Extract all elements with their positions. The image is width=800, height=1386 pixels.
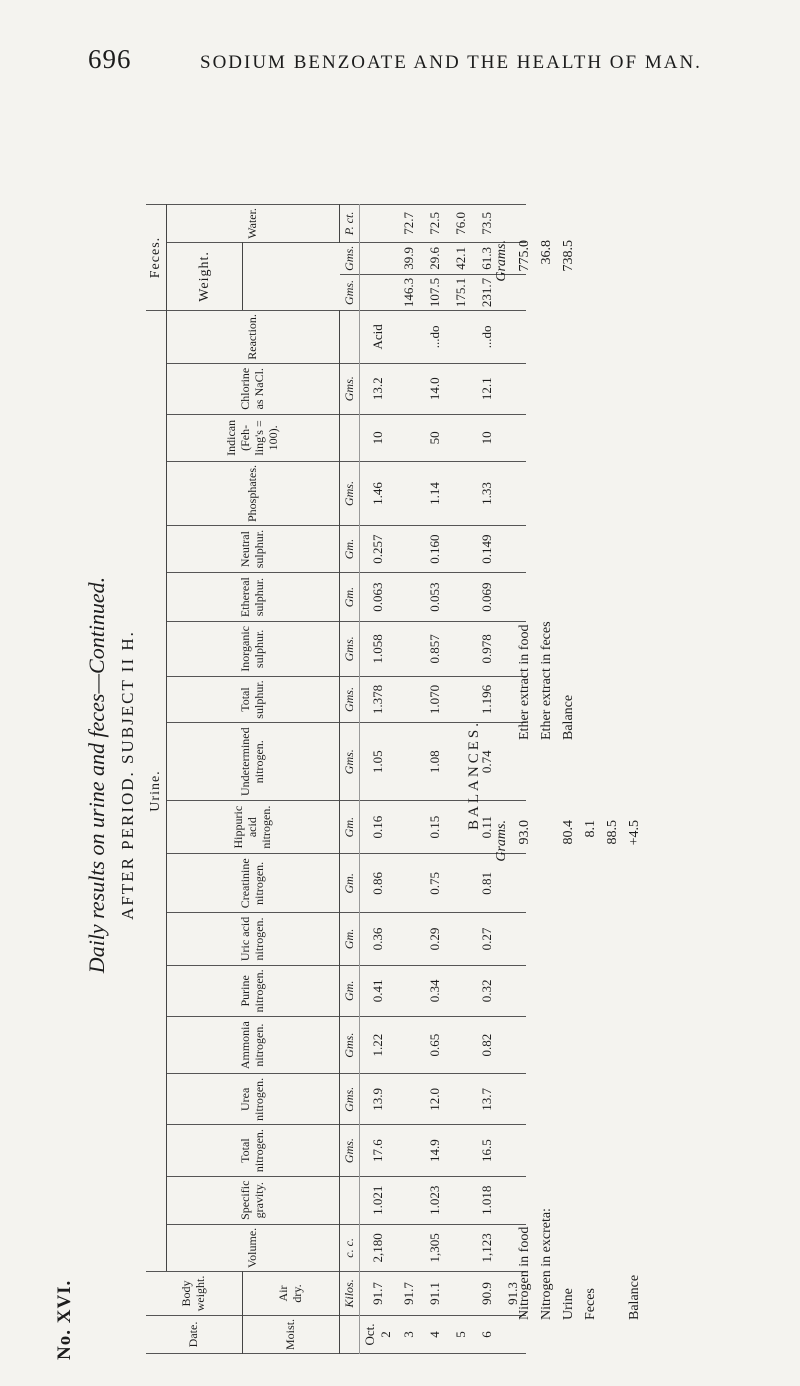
balance-value: 88.5 [605,820,620,845]
table-cell: 12.1 [474,363,500,414]
balance-label: Balance [561,694,576,740]
unit-cell [340,1176,360,1224]
table-cell: 72.7 [396,205,422,243]
page-header [0,0,800,160]
table-cell: 0.41 [360,965,397,1017]
table-cell: 61.3 [474,242,500,274]
table-cell: 0.75 [422,854,448,913]
unit-cell [340,414,360,461]
table-cell: 0.16 [360,801,397,854]
table-cell: 0.65 [422,1017,448,1074]
table-cell: 0.063 [360,573,397,622]
table-cell: 1.021 [360,1176,397,1224]
balance-row [558,240,580,740]
table-cell: 73.5 [474,205,500,243]
col-indican: Indican (Feh-ling's = 100). [167,414,340,461]
col-inorganic-sulphur: Inorganic sulphur. [167,622,340,677]
balance-row [558,820,580,1320]
table-cell [396,965,422,1017]
balance-value: +4.5 [627,820,642,846]
table-cell: 0.257 [360,526,397,573]
table-cell: 13.7 [474,1074,500,1125]
table-cell: 10 [474,414,500,461]
table-cell: 76.0 [448,205,474,243]
table-cell [396,1074,422,1125]
balance-label: Nitrogen in food [517,1226,532,1320]
table-cell: 13.9 [360,1074,397,1125]
page-number: 696 [88,44,132,74]
unit-cell [340,1315,360,1353]
col-date: Date. [146,1315,243,1353]
table-cell [360,242,397,274]
balance-row [536,240,558,740]
col-moist: Moist. [243,1315,340,1353]
table-cell: ...do [422,311,448,364]
balance-row [624,820,646,1320]
unit-cell: Gm. [340,913,360,965]
table-cell: 14.9 [422,1125,448,1176]
col-total-sulphur: Total sulphur. [167,676,340,723]
col-ethereal-sulphur: Ethereal sulphur. [167,573,340,622]
table-cell [396,1017,422,1074]
table-cell: 0.34 [422,965,448,1017]
table-cell: 146.3 [396,274,422,310]
table-cell: 91.1 [422,1271,448,1315]
col-reaction: Reaction. [167,311,340,364]
col-undetermined-nitrogen: Undetermined nitrogen. [167,723,340,801]
table-cell [360,274,397,310]
table-cell [396,1224,422,1271]
table-cell [396,414,422,461]
nitrogen-balance-unit: Grams. [494,820,509,862]
table-cell: 1,123 [474,1224,500,1271]
table-cell [396,311,422,364]
group-weight: Weight. [167,242,243,310]
ether-balance-unit: Grams. [494,240,509,282]
balance-value: 93.0 [517,820,532,845]
ether-balance [494,240,580,740]
unit-cell: Gms. [340,676,360,723]
subgroup-row [167,205,243,1354]
unit-cell: Gm. [340,573,360,622]
table-cell: 175.1 [448,274,474,310]
unit-cell: c. c. [340,1224,360,1271]
col-hippuric-acid-nitrogen: Hippuric acid nitrogen. [167,801,340,854]
table-cell: 1.14 [422,462,448,526]
col-ammonia-nitrogen: Ammonia nitrogen. [167,1017,340,1074]
table-cell: 90.9 [474,1271,500,1315]
table-cell: 91.7 [396,1271,422,1315]
table-cell [360,205,397,243]
table-cell: 29.6 [422,242,448,274]
balance-value: 738.5 [561,240,576,272]
table-row [396,205,422,1354]
table-cell: 1.22 [360,1017,397,1074]
col-specific-gravity: Specific gravity. [167,1176,340,1224]
group-feces: Feces. [146,205,167,311]
table-cell: 91.7 [360,1271,397,1315]
unit-cell: Gms. [340,274,360,310]
balance-label: Ether extract in feces [539,621,554,740]
unit-cell: Kilos. [340,1271,360,1315]
table-cell: 1.058 [360,622,397,677]
balance-label: Balance [627,1274,642,1320]
balance-row [514,820,536,1320]
col-volume: Volume. [167,1224,340,1271]
table-cell: 91.3 [500,1271,526,1315]
table-cell: 17.6 [360,1125,397,1176]
table-cell: 10 [360,414,397,461]
balance-value: 80.4 [561,820,576,845]
balance-row [536,820,558,1320]
table-cell: 0.857 [422,622,448,677]
table-cell [396,622,422,677]
table-cell: Oct. 2 [360,1315,397,1353]
table-cell: 72.5 [422,205,448,243]
table-cell [396,462,422,526]
table-cell: 0.15 [422,801,448,854]
table-cell: 2,180 [360,1224,397,1271]
unit-cell: Gms. [340,363,360,414]
table-cell: 13.2 [360,363,397,414]
col-purine-nitrogen: Purine nitrogen. [167,965,340,1017]
col-phosphates: Phosphates. [167,462,340,526]
table-cell: 231.7 [474,274,500,310]
table-cell: 50 [422,414,448,461]
table-cell: 0.11 [474,801,500,854]
balance-value: 775.0 [517,240,532,272]
table-title: Daily results on urine and feces—Continued. [84,576,109,974]
table-cell: 3 [396,1315,422,1353]
col-total-nitrogen: Total nitrogen. [167,1125,340,1176]
balance-label: Nitrogen in excreta: [539,1208,554,1320]
table-cell: 1.08 [422,723,448,801]
col-neutral-sulphur: Neutral sulphur. [167,526,340,573]
col-air-dry: Air dry. [243,1271,340,1315]
table-cell: 1.070 [422,676,448,723]
table-cell: 0.81 [474,854,500,913]
table-cell [396,801,422,854]
table-cell: 12.0 [422,1074,448,1125]
table-cell: 1.023 [422,1176,448,1224]
table-cell: 0.36 [360,913,397,965]
balance-row [514,240,536,740]
balance-value: 8.1 [583,820,598,838]
table-page [46,190,666,1360]
table-cell [396,526,422,573]
balance-row [580,820,602,1320]
unit-cell: Gms. [340,1125,360,1176]
table-cell: 1.196 [474,676,500,723]
unit-cell: Gms. [340,1017,360,1074]
table-cell: 0.149 [474,526,500,573]
nitrogen-balance [494,820,646,1320]
unit-cell: Gms. [340,1074,360,1125]
table-cell: 1.378 [360,676,397,723]
table-row [422,205,448,1354]
running-head: SODIUM BENZOATE AND THE HEALTH OF MAN. [200,52,702,73]
balance-label: Feces [583,1288,598,1320]
col-chlorine: Chlorine as NaCl. [167,363,340,414]
col-water: Water. [167,205,340,243]
table-cell [396,1125,422,1176]
table-cell: ...do [474,311,500,364]
table-cell: Acid [360,311,397,364]
table-cell: 1.05 [360,723,397,801]
unit-cell: P. ct. [340,205,360,243]
table-cell: 1.46 [360,462,397,526]
table-cell: 1,305 [422,1224,448,1271]
col-uric-acid-nitrogen: Uric acid nitrogen. [167,913,340,965]
units-row [340,205,360,1354]
table-cell: 0.29 [422,913,448,965]
unit-cell: Gm. [340,965,360,1017]
group-urine: Urine. [146,311,167,1272]
table-cell: 5 [448,1315,474,1353]
col-body-weight: Body weight. [146,1271,243,1315]
unit-cell: Gms. [340,242,360,274]
balance-row [602,820,624,1320]
unit-cell [340,311,360,364]
balance-label: Ether extract in food [517,624,532,740]
table-cell: 16.5 [474,1125,500,1176]
table-cell [396,854,422,913]
table-cell: 6 [474,1315,500,1353]
table-cell: 0.978 [474,622,500,677]
table-cell: 0.32 [474,965,500,1017]
table-cell [396,676,422,723]
table-subtitle: AFTER PERIOD. SUBJECT II H. [118,630,137,920]
table-cell [396,723,422,801]
table-cell: 107.5 [422,274,448,310]
table-cell: 42.1 [448,242,474,274]
table-cell: 4 [422,1315,448,1353]
table-cell: 0.86 [360,854,397,913]
unit-cell: Gms. [340,622,360,677]
table-cell: 0.82 [474,1017,500,1074]
table-cell: 0.160 [422,526,448,573]
rotated-table-area [46,190,666,1360]
table-cell [500,1315,526,1353]
unit-cell: Gms. [340,462,360,526]
table-row [360,205,397,1354]
table-cell [396,913,422,965]
table-cell [396,1176,422,1224]
col-creatinine-nitrogen: Creatinine nitrogen. [167,854,340,913]
col-urea-nitrogen: Urea nitrogen. [167,1074,340,1125]
table-cell [396,363,422,414]
balance-label: Urine [561,1288,576,1320]
group-header-row [146,205,167,1354]
balance-value: 36.8 [539,240,554,265]
table-cell: 1.018 [474,1176,500,1224]
unit-cell: Gm. [340,854,360,913]
table-cell: 0.053 [422,573,448,622]
table-cell: 14.0 [422,363,448,414]
table-cell: 39.9 [396,242,422,274]
table-cell: 1.33 [474,462,500,526]
unit-cell: Gms. [340,723,360,801]
table-cell [500,205,526,243]
table-cell: 0.069 [474,573,500,622]
unit-cell: Gm. [340,526,360,573]
table-cell [396,573,422,622]
table-cell: 0.27 [474,913,500,965]
table-number: No. XVI. [54,1279,75,1360]
table-cell: 0.74 [474,723,500,801]
balances-title: BALANCES. [466,720,482,830]
unit-cell: Gm. [340,801,360,854]
